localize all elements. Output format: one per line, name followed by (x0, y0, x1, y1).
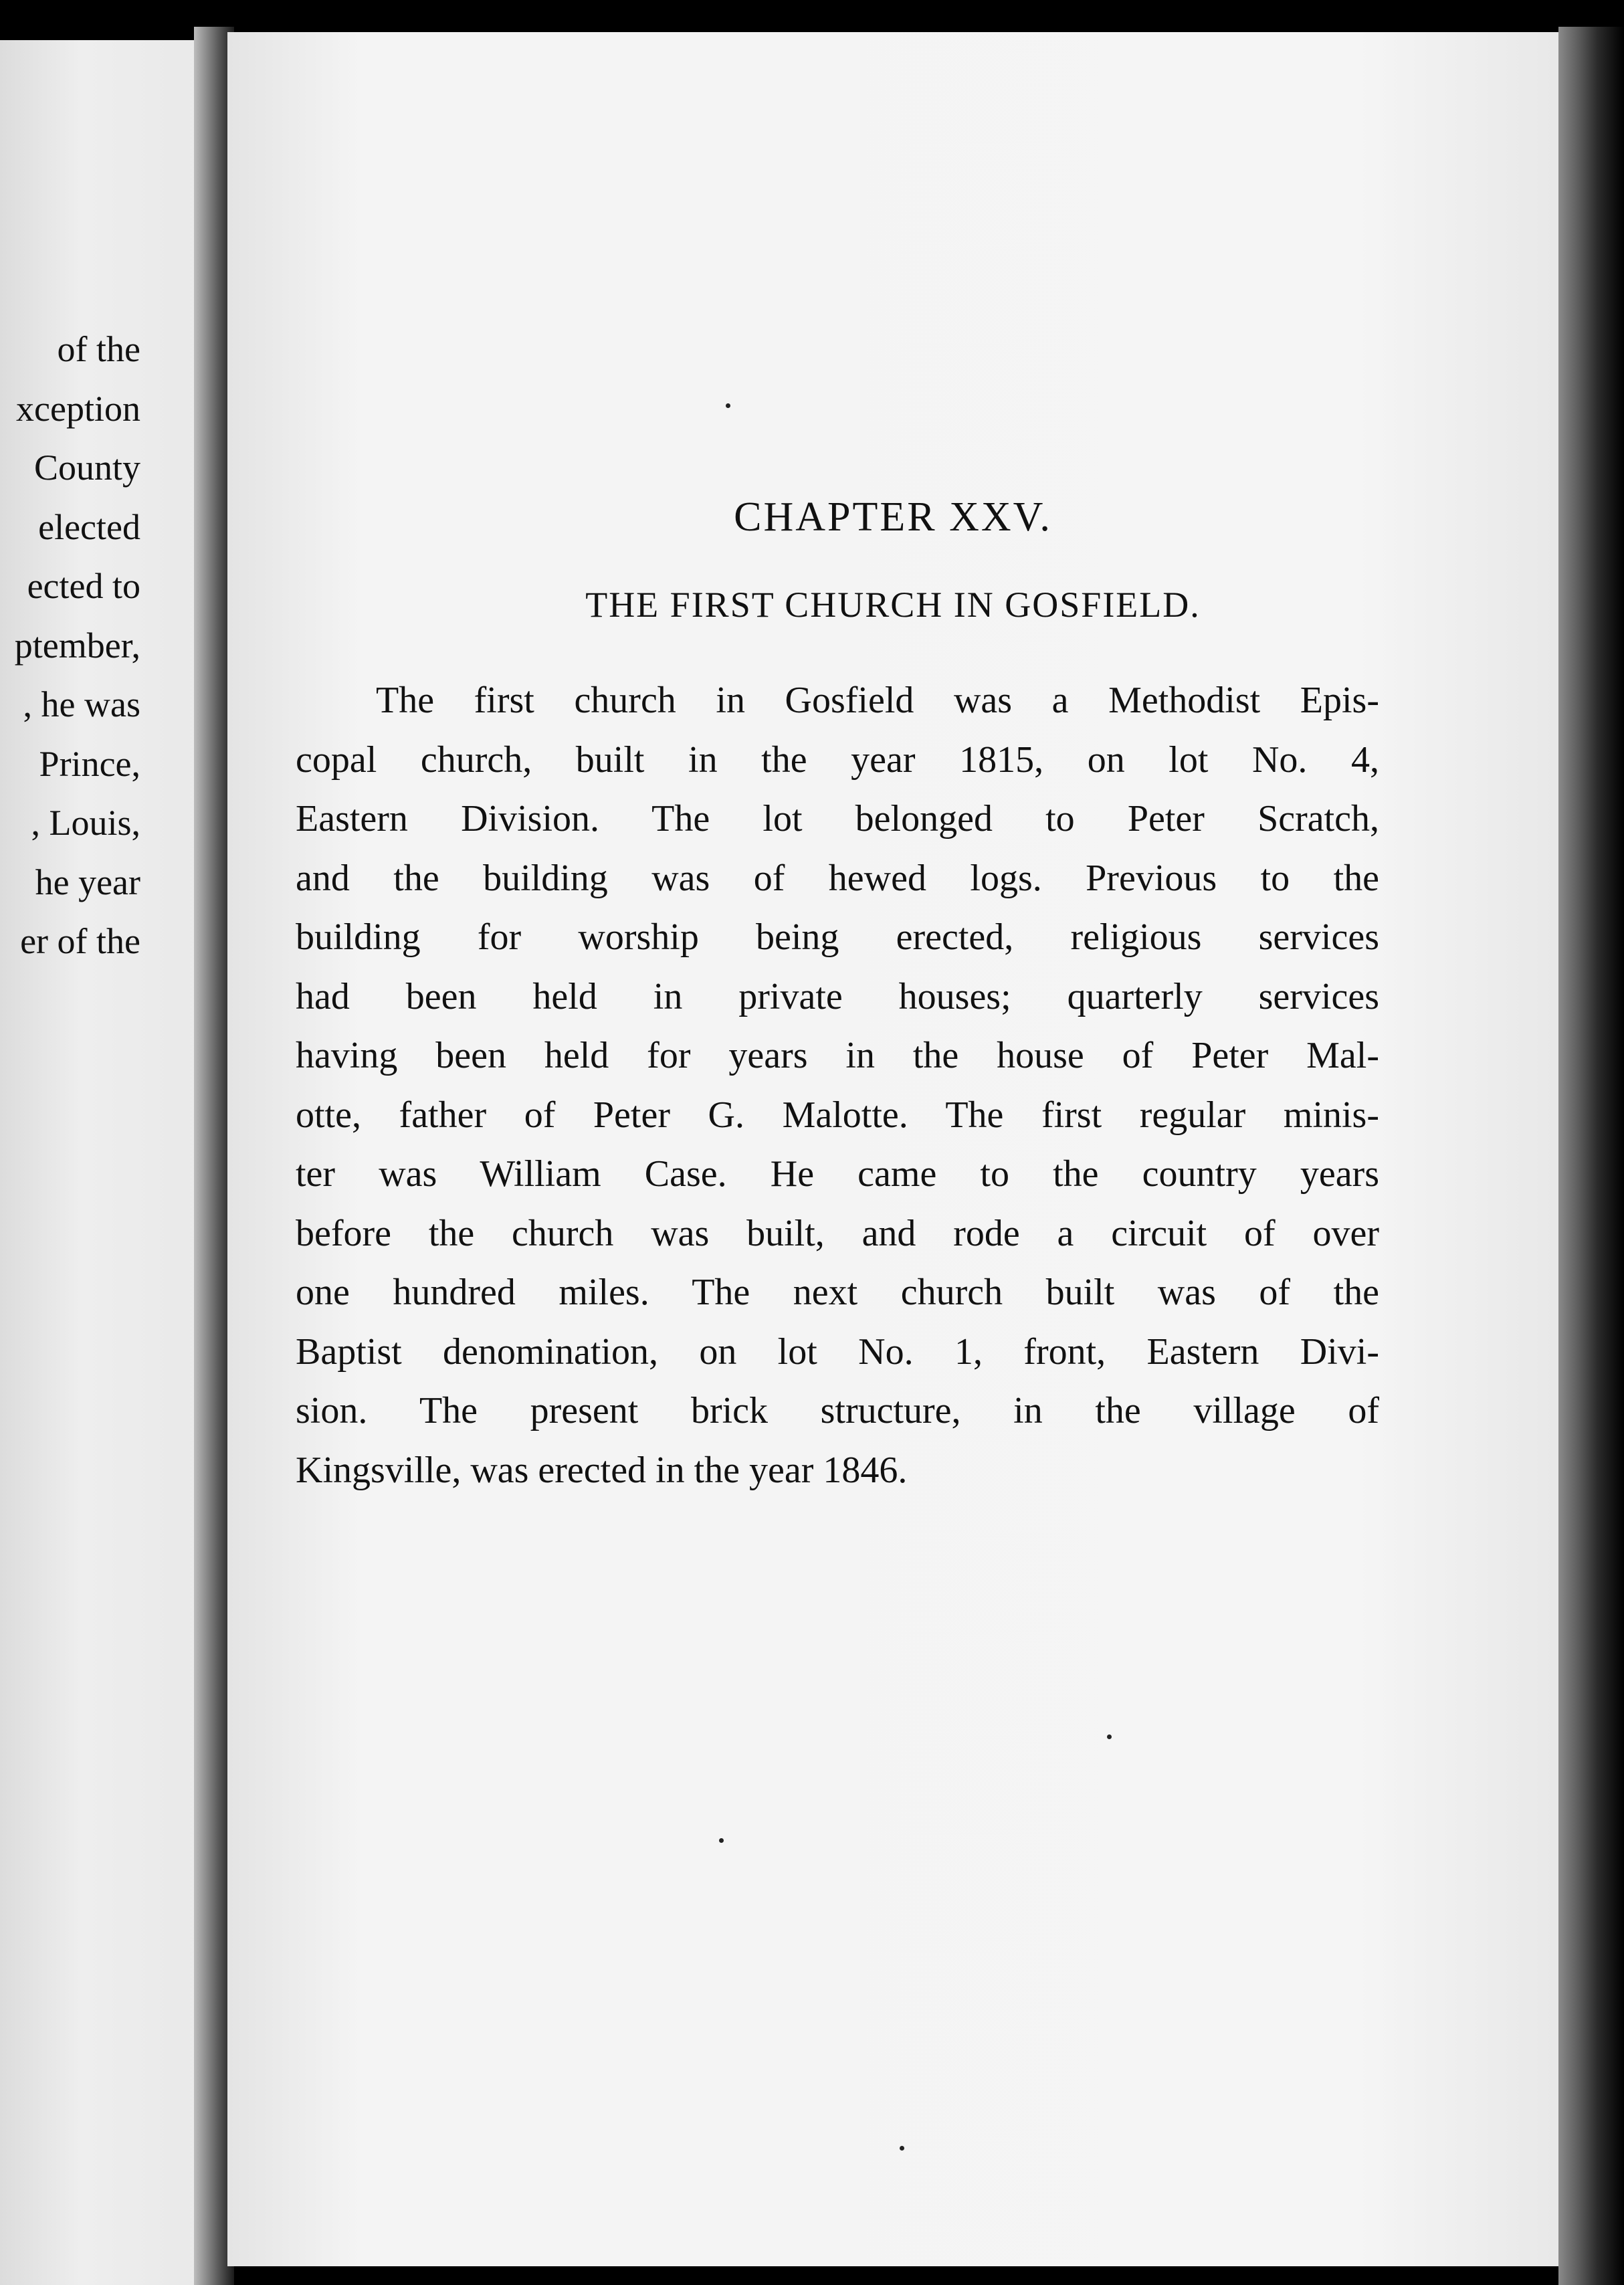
chapter-heading: CHAPTER XXV. (734, 494, 1052, 540)
body-line: one hundred miles. The next church built was of the (296, 1272, 1379, 1313)
left-page-line: County (33, 448, 140, 488)
print-speck (719, 1838, 724, 1843)
main-page (227, 32, 1558, 2266)
body-line: Eastern Division. The lot belonged to Peter Scratch, (296, 798, 1379, 839)
left-facing-page (0, 40, 201, 2285)
left-page-line: he year (35, 862, 140, 902)
left-page-line: , he was (23, 684, 140, 724)
body-line: sion. The present brick structure, in the village of (296, 1390, 1379, 1431)
body-line: Kingsville, was erected in the year 1846. (296, 1449, 908, 1491)
body-line: had been held in private houses; quarterly services (296, 975, 1379, 1017)
left-page-line: xception (16, 388, 140, 429)
left-page-line: ptember, (14, 625, 140, 666)
body-line: building for worship being erected, religious services (296, 916, 1379, 958)
body-line: ter was William Case. He came to the country years (296, 1153, 1379, 1195)
chapter-body (296, 671, 1379, 1500)
body-line: otte, father of Peter G. Malotte. The first regular minis- (296, 1094, 1379, 1136)
body-line: before the church was built, and rode a circuit of over (296, 1212, 1379, 1254)
body-line: Baptist denomination, on lot No. 1, front, Eastern Divi- (296, 1330, 1379, 1373)
print-speck (1107, 1734, 1112, 1739)
left-page-line: of the (57, 329, 140, 369)
left-page-line: ected to (27, 566, 140, 606)
body-line: copal church, built in the year 1815, on lot No. 4, (296, 738, 1379, 781)
chapter-title: THE FIRST CHURCH IN GOSFIELD. (585, 585, 1201, 625)
page-edge-shadow (1558, 27, 1624, 2285)
body-line: The first church in Gosfield was a Methodist Epis- (376, 680, 1379, 721)
left-page-line: , Louis, (31, 803, 140, 843)
left-page-line: er of the (20, 921, 140, 961)
left-page-text (15, 320, 140, 971)
body-line: and the building was of hewed logs. Previous to the (296, 857, 1379, 899)
body-line: having been held for years in the house of Peter Mal- (296, 1035, 1379, 1076)
print-speck (726, 403, 730, 408)
print-speck (900, 2146, 904, 2151)
left-page-line: Prince, (39, 743, 140, 784)
left-page-line: elected (38, 506, 140, 547)
